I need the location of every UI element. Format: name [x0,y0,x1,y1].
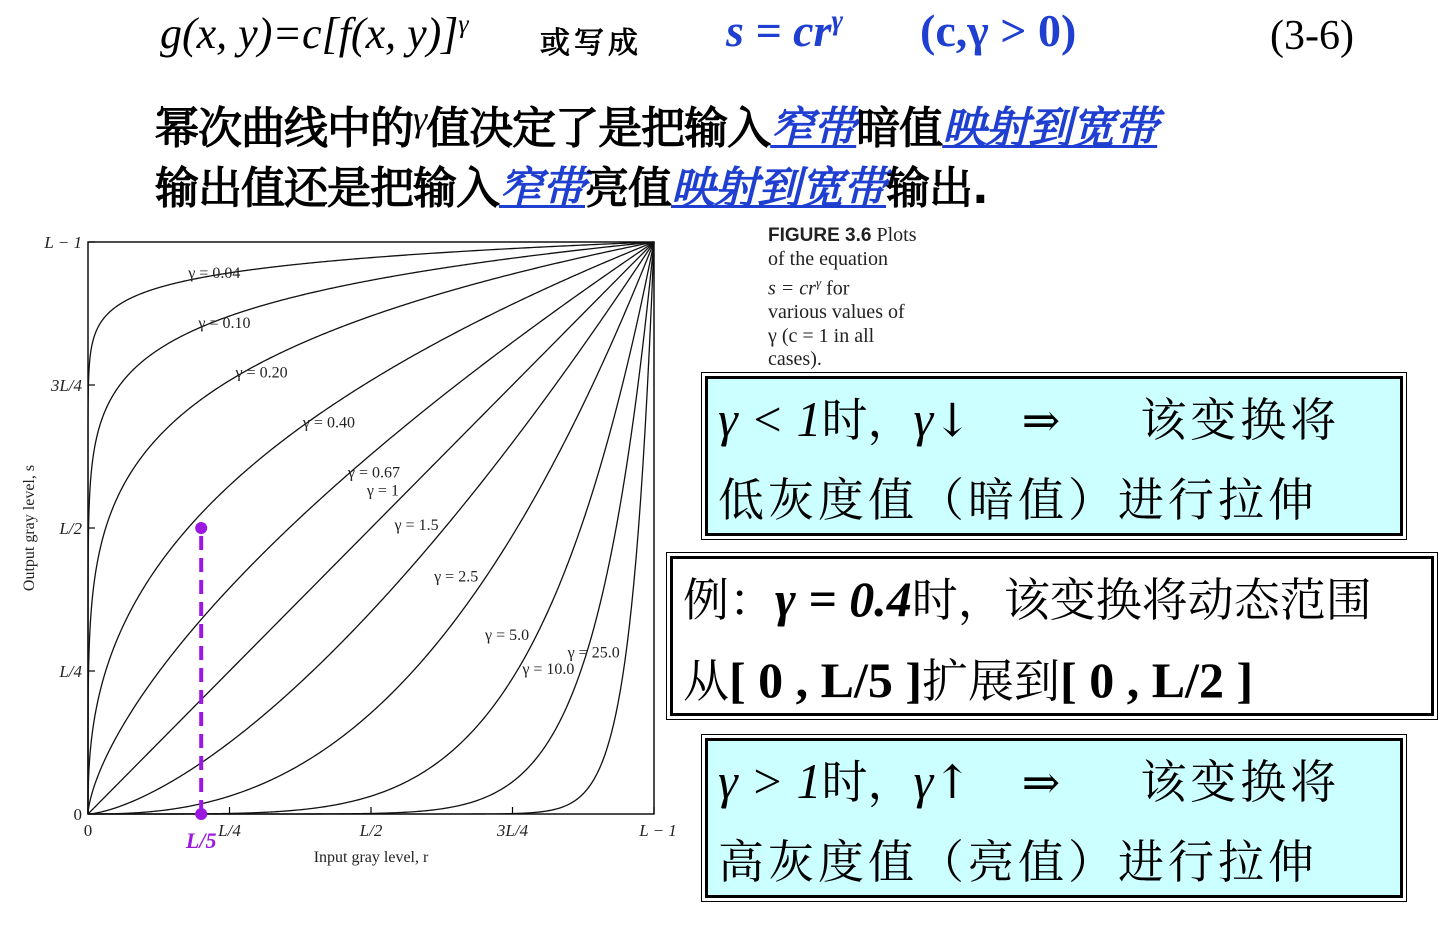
figure-caption [768,224,938,372]
box2-extend: 扩展到 [922,654,1061,708]
caption-line-2: of the equation [768,247,888,270]
para1-highlight-map-wide: 映射到宽带 [942,103,1158,154]
gamma-curve-label: γ = 2.5 [434,568,479,586]
x-tick-label: L − 1 [639,821,677,840]
y-tick-label: L − 1 [44,233,82,252]
caption-line-4: various values of [768,301,905,324]
box1-when: 时， [821,393,914,447]
gamma-curve [88,242,654,814]
gamma-curve-label: γ = 0.67 [347,464,401,482]
equation-number: (3-6) [1270,13,1354,59]
caption-line-3-rest: for [826,277,850,300]
gamma-curve-label: γ = 1.5 [394,516,439,534]
box2-prefix: 例： [683,573,775,627]
box2-from: 从 [683,654,729,708]
caption-line-5: γ (c = 1 in all [768,324,875,347]
para2-text-c: 输出. [886,163,988,214]
box3-text: 该变换将 [1140,755,1341,809]
equation-rhs [726,4,843,57]
box2-line-2 [683,640,1431,721]
x-axis-label: Input gray level, r [313,849,429,866]
caption-line-1-rest: Plots [876,224,917,246]
paragraph-line-2 [155,152,988,216]
equation-lhs-text: g(x, y)=c[f(x, y)] [160,9,459,58]
box2-math: γ = 0.4 [775,571,912,627]
box1-line-2: 低灰度值（暗值）进行拉伸 [718,473,1318,527]
box3-when: 时， [821,755,914,809]
box1-math: γ < 1 [718,391,822,447]
caption-line-6: cases). [768,348,822,371]
para2-text-b: 亮值 [585,163,671,214]
x-tick-label: L/4 [218,821,241,840]
down-arrow-icon: ↓ [933,393,972,447]
box1-gamma: γ [913,391,934,447]
box3-gamma: γ [913,753,934,809]
caption-figure-label: FIGURE 3.6 [768,225,872,246]
up-arrow-icon: ↑ [933,755,972,809]
annotation-x-label: L/5 [185,828,217,853]
equation-lhs [160,8,469,59]
gamma-curve-label: γ = 25.0 [567,644,620,662]
box2-line-1 [683,559,1431,640]
annotation-top-dot [195,522,207,534]
y-tick-label: L/2 [59,519,82,538]
power-law-chart [0,220,700,880]
equation-rhs-text: s = cr [726,5,832,56]
gamma-curve-label: γ = 1 [366,482,399,500]
gamma-less-than-one-box [705,376,1403,536]
y-tick-label: L/4 [59,662,82,681]
para1-text-a: 幂次曲线中的 [155,103,413,154]
implies-arrow-icon: ⇒ [1021,755,1061,809]
box3-line-2: 高灰度值（亮值）进行拉伸 [718,835,1318,889]
para2-highlight-map-wide: 映射到宽带 [671,163,886,214]
caption-line-3-sup: γ [815,275,822,290]
caption-line-1 [768,224,938,248]
x-tick-label: 3L/4 [496,821,529,840]
example-box [670,556,1434,716]
y-tick-label: 3L/4 [50,376,82,395]
box1-line-1 [718,379,1400,460]
para1-gamma: γ [413,99,427,139]
equation-or-text: 或写成 [540,26,642,61]
gamma-greater-than-one-box [705,738,1403,898]
gamma-curve-label: γ = 0.04 [188,265,241,283]
box2-range-from: [ 0 , L/5 ] [729,652,923,708]
para1-highlight-narrowband: 窄带 [770,103,857,154]
equation-lhs-exponent: γ [458,9,469,39]
box2-range-to: [ 0 , L/2 ] [1060,652,1254,708]
box1-text: 该变换将 [1140,393,1341,447]
para2-text-a: 输出值还是把输入 [155,163,499,214]
caption-line-3-eq: s = cr [768,277,816,300]
x-tick-label: L/2 [359,821,383,840]
paragraph-line-1 [155,92,1157,156]
caption-line-3 [768,271,938,301]
gamma-curve-label: γ = 0.20 [235,364,288,382]
gamma-curve-label: γ = 10.0 [522,660,575,678]
gamma-curve-label: γ = 0.10 [198,314,251,332]
para1-text-b: 值决定了是把输入 [426,103,771,154]
para1-text-c: 暗值 [856,103,943,154]
equation-rhs-exponent: γ [831,5,844,37]
box3-line-1 [718,741,1400,822]
box2-text: 时，该变换将动态范围 [911,573,1372,627]
para2-highlight-narrowband: 窄带 [499,163,585,214]
x-tick-label: 0 [83,821,93,840]
implies-arrow-icon: ⇒ [1021,393,1061,447]
gamma-curve-label: γ = 0.40 [302,414,355,432]
box3-math: γ > 1 [718,753,822,809]
gamma-curve-label: γ = 5.0 [485,626,530,644]
annotation-bottom-dot [195,808,207,820]
y-axis-label: Output gray level, s [21,464,38,592]
equation-condition: (c,γ > 0) [920,5,1077,56]
y-tick-label: 0 [73,805,82,824]
